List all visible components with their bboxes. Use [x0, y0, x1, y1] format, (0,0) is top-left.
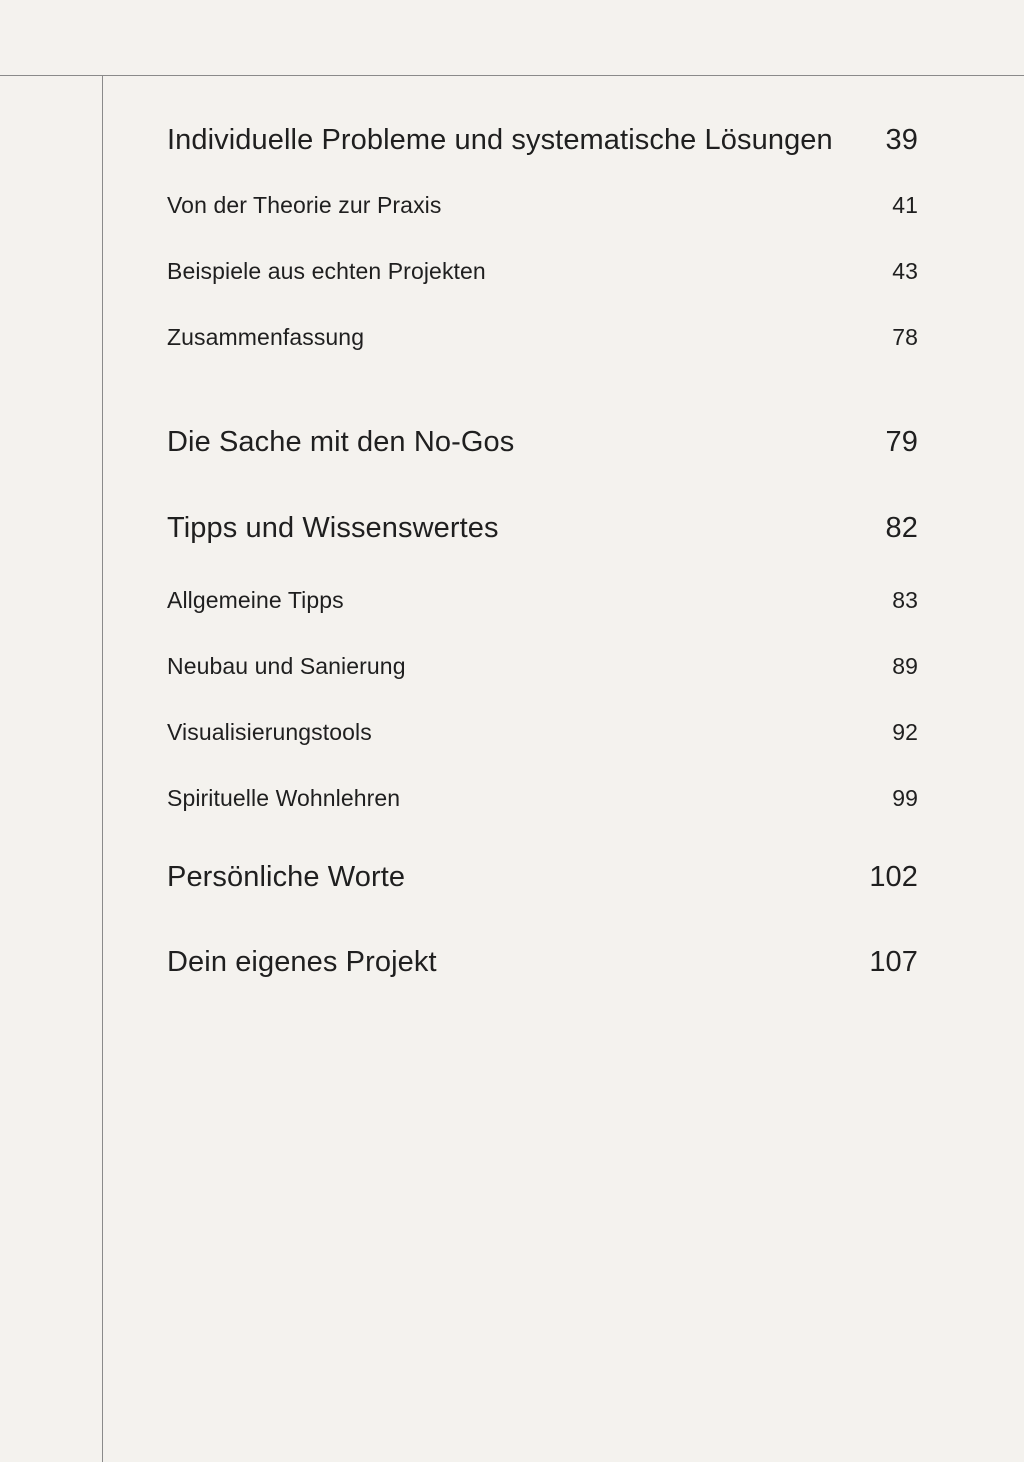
- toc-entry-title: Individuelle Probleme und systematische Lösungen: [167, 124, 833, 156]
- toc-entry-page-number: 89: [892, 653, 918, 679]
- toc-entry-individuelle-probleme[interactable]: [167, 124, 918, 157]
- toc-entry-page-number: 99: [892, 785, 918, 811]
- toc-entry-title: Visualisierungstools: [167, 719, 372, 745]
- toc-entry-allgemeine-tipps[interactable]: [167, 587, 918, 614]
- toc-entry-title: Spirituelle Wohnlehren: [167, 785, 401, 811]
- toc-entry-title: Von der Theorie zur Praxis: [167, 192, 442, 218]
- toc-entry-title: Zusammenfassung: [167, 324, 365, 350]
- table-of-contents: [167, 0, 918, 1462]
- toc-entry-page-number: 41: [892, 192, 918, 218]
- toc-entry-page-number: 92: [892, 719, 918, 745]
- toc-entry-page-number: 107: [869, 946, 918, 978]
- toc-entry-neubau-und-sanierung[interactable]: [167, 653, 918, 680]
- toc-entry-page-number: 79: [885, 426, 918, 458]
- toc-entry-page-number: 83: [892, 587, 918, 613]
- toc-entry-visualisierungstools[interactable]: [167, 719, 918, 746]
- toc-entry-von-der-theorie[interactable]: [167, 192, 918, 219]
- toc-entry-page-number: 102: [869, 861, 918, 893]
- toc-entry-zusammenfassung[interactable]: [167, 324, 918, 351]
- toc-entry-beispiele[interactable]: [167, 258, 918, 285]
- toc-entry-title: Tipps und Wissenswertes: [167, 512, 499, 544]
- toc-entry-page-number: 43: [892, 258, 918, 284]
- toc-entry-title: Persönliche Worte: [167, 861, 406, 893]
- toc-entry-title: Dein eigenes Projekt: [167, 946, 437, 978]
- toc-entry-no-gos[interactable]: [167, 426, 918, 459]
- toc-entry-title: Beispiele aus echten Projekten: [167, 258, 486, 284]
- toc-entry-page-number: 39: [885, 124, 918, 156]
- toc-entry-dein-eigenes-projekt[interactable]: [167, 946, 918, 979]
- left-margin-line: [102, 75, 103, 1462]
- toc-entry-page-number: 78: [892, 324, 918, 350]
- toc-entry-title: Die Sache mit den No-Gos: [167, 426, 515, 458]
- toc-entry-tipps-und-wissenswertes[interactable]: [167, 512, 918, 545]
- toc-entry-persoenliche-worte[interactable]: [167, 861, 918, 894]
- toc-entry-title: Allgemeine Tipps: [167, 587, 344, 613]
- toc-entry-page-number: 82: [885, 512, 918, 544]
- toc-entry-spirituelle-wohnlehren[interactable]: [167, 785, 918, 812]
- toc-entry-title: Neubau und Sanierung: [167, 653, 406, 679]
